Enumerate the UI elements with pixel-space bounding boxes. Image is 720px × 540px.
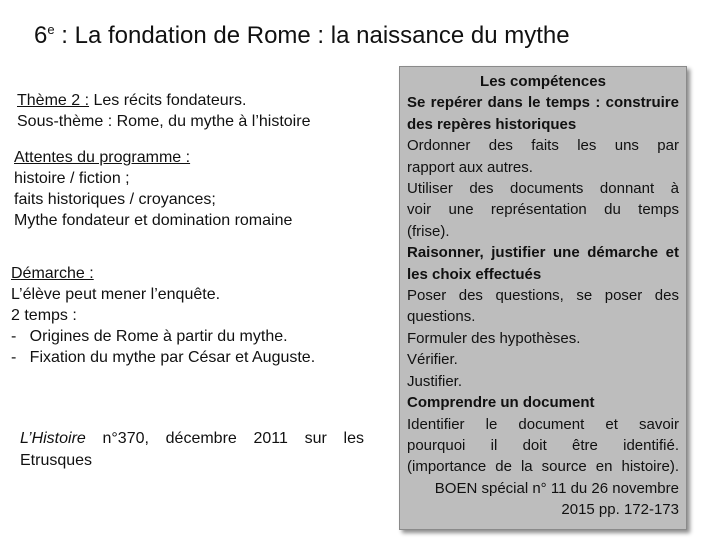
competences-heading: Les compétences xyxy=(480,73,606,90)
competence-line: voir une représentation du temps xyxy=(407,201,679,219)
competence-line: Ordonner des faits les uns par xyxy=(407,137,679,155)
competence-line: Poser des questions, se poser des xyxy=(407,287,679,305)
source-line: BOEN spécial n° 11 du 26 novembre xyxy=(434,479,679,497)
competences-lines xyxy=(407,92,679,477)
demarche-line: - Fixation du mythe par César et Auguste. xyxy=(11,349,316,366)
theme-text: Les récits fondateurs. xyxy=(89,92,247,109)
competence-line: Se repérer dans le temps : construire xyxy=(407,94,679,112)
reference-block xyxy=(20,428,364,472)
demarche-line: L’élève peut mener l’enquête. xyxy=(11,286,221,303)
competence-line: Identifier le document et savoir xyxy=(407,415,679,433)
subtheme-text: Sous-thème : Rome, du mythe à l’histoire xyxy=(17,113,311,130)
competence-line: questions. xyxy=(407,308,476,326)
competence-line: rapport aux autres. xyxy=(407,158,533,176)
competence-line: Formuler des hypothèses. xyxy=(407,329,581,347)
demarche-block xyxy=(11,263,315,368)
attentes-heading: Attentes du programme : xyxy=(14,149,191,166)
competence-line: Comprendre un document xyxy=(407,394,595,412)
competences-box xyxy=(399,66,687,530)
demarche-line: 2 temps : xyxy=(11,307,77,324)
title-superscript: e xyxy=(47,22,55,37)
demarche-line: - Origines de Rome à partir du mythe. xyxy=(11,328,288,345)
title-text: : La fondation de Rome : la naissance du mythe xyxy=(54,22,570,49)
title-prefix: 6 xyxy=(34,22,48,49)
competence-line: Justifier. xyxy=(407,372,463,390)
source-line: 2015 pp. 172-173 xyxy=(561,501,679,519)
reference-journal: L’Histoire xyxy=(20,430,86,447)
competence-line: les choix effectués xyxy=(407,265,542,283)
theme-block xyxy=(17,90,310,132)
theme-label: Thème 2 : xyxy=(17,92,90,109)
attentes-line: histoire / fiction ; xyxy=(14,170,130,187)
attentes-line: faits historiques / croyances; xyxy=(14,191,216,208)
competence-line: Vérifier. xyxy=(407,351,458,369)
competence-line: Raisonner, justifier une démarche et xyxy=(407,244,679,262)
competence-line: Utiliser des documents donnant à xyxy=(407,180,679,198)
reference-text-line2: Etrusques xyxy=(20,452,93,469)
reference-text: n°370, décembre 2011 sur les xyxy=(85,430,364,447)
attentes-line: Mythe fondateur et domination romaine xyxy=(14,212,293,229)
competence-line: (importance de la source en histoire). xyxy=(407,458,679,476)
competence-line: des repères historiques xyxy=(407,115,577,133)
page-title xyxy=(34,22,570,50)
demarche-heading: Démarche : xyxy=(11,265,94,282)
competence-line: pourquoi il doit être identifié. xyxy=(407,436,679,454)
competence-line: (frise). xyxy=(407,222,450,240)
attentes-block xyxy=(14,147,292,231)
